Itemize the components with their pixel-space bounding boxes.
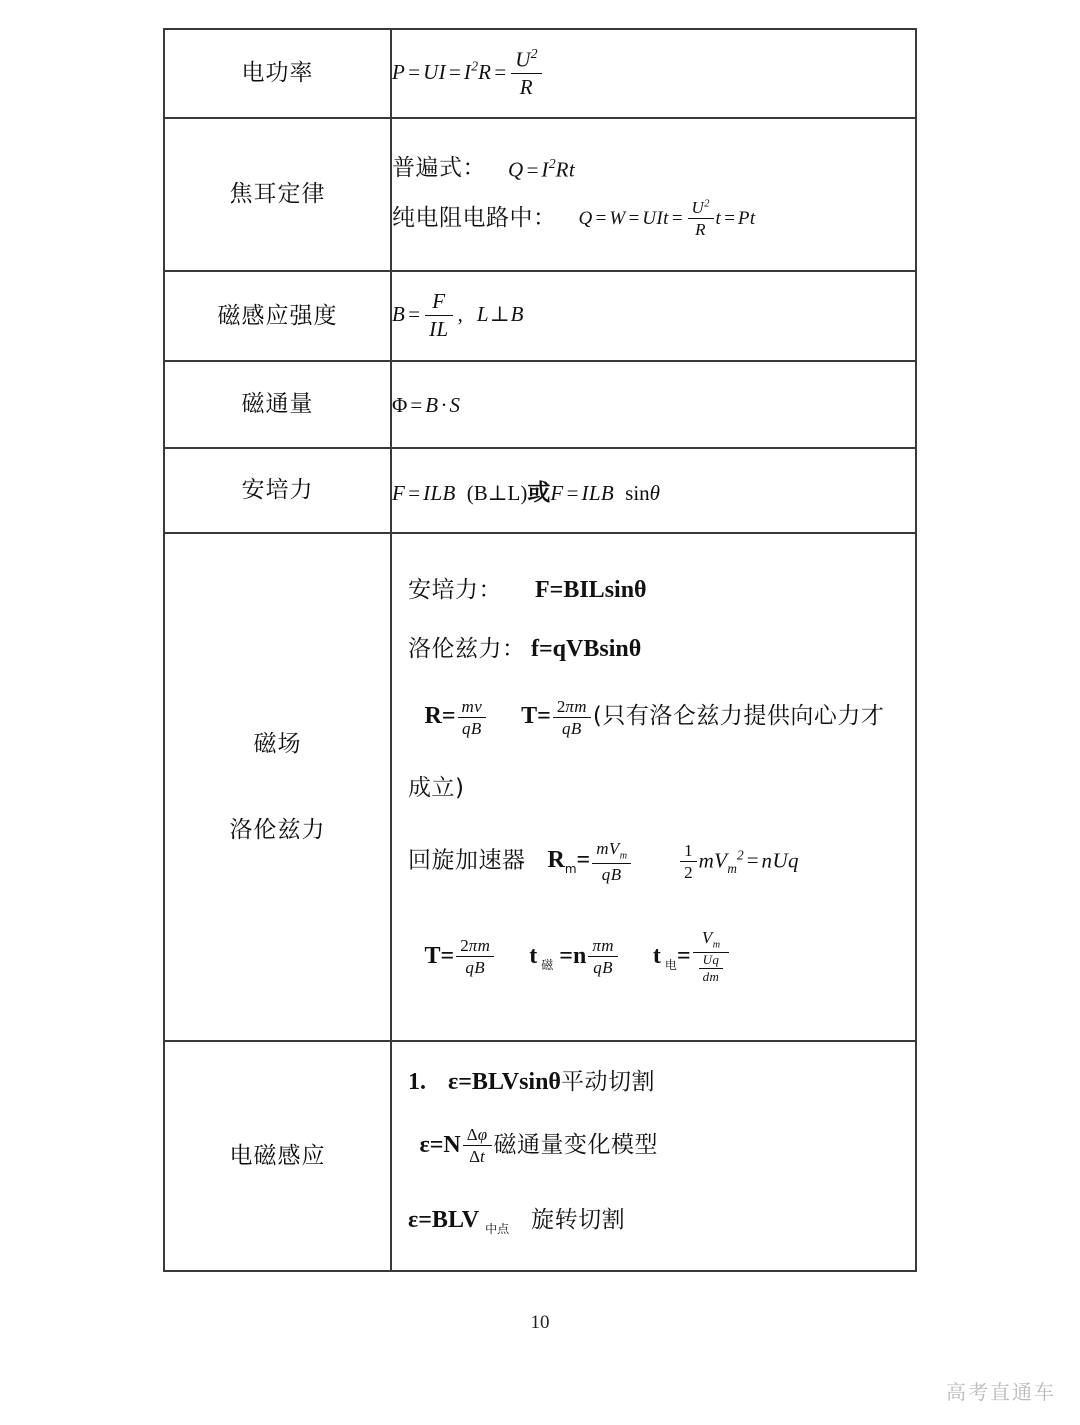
ampere-force-expression: F=BILsinθ <box>535 577 647 604</box>
cyclotron-energy-equation: $\frac{1}{2}$ $mV_m^2$ = nUq <box>678 842 799 883</box>
t-electric-symbol: t $_电$= <box>652 942 691 972</box>
table-row <box>164 118 916 271</box>
formula-ampere-force-bold <box>408 571 915 604</box>
row-body-magnetic-flux <box>391 361 916 448</box>
emf-item-number: 1. <box>408 1068 426 1095</box>
formula-times <box>408 929 915 987</box>
radius-symbol: R= <box>424 703 456 730</box>
joule-general-prefix: 普遍式： <box>392 154 486 181</box>
watermark: 高考直通车 <box>946 1380 1056 1404</box>
emf-translational-expression: ε=BLVsinθ <box>448 1068 561 1095</box>
perp-condition: (B⊥L) <box>466 481 528 505</box>
formula-magnetic-flux: Φ = B·S <box>392 393 461 418</box>
centripetal-note: (只有洛仑兹力提供向心力才 <box>592 703 885 730</box>
table-row <box>164 533 916 1041</box>
table-row <box>164 361 916 448</box>
page-number: 10 <box>530 1312 550 1333</box>
period-fraction-2: $\frac{2\pi m}{qB}$ <box>456 936 494 977</box>
cyclotron-radius-fraction: $\frac{mV_m}{qB}$ <box>592 839 631 884</box>
emf-translational-note: 平动切割 <box>560 1068 655 1095</box>
row-label-magnetic-flux-density: 磁感应强度 <box>164 271 391 361</box>
or-char: 或 <box>527 480 551 506</box>
cyclotron-radius-symbol: $R_m=$ <box>547 847 591 877</box>
formula-magnetic-flux-density: B = $\frac{F}{IL}$ , L⊥B <box>392 288 524 341</box>
row-body-ampere-force <box>391 448 916 533</box>
formula-joule-pure-resistive: 纯电阻电路中： Q = W = UIt = $\frac{U^2}{R}$ t = Pt <box>392 198 756 240</box>
emf-flux-fraction: $\frac{\Delta\varphi}{\Delta t}$ <box>463 1125 492 1166</box>
formula-joule-general: 普遍式： $Q = I^2Rt$ <box>392 154 576 182</box>
formula-lorentz-force-bold <box>408 630 915 663</box>
joule-pure-prefix: 纯电阻电路中： <box>392 204 557 231</box>
table-row <box>164 271 916 361</box>
period-symbol-2: T= <box>424 942 455 969</box>
lorentz-force-expression: f=qVBsinθ <box>531 636 642 663</box>
formula-emf-translational <box>408 1063 915 1096</box>
row-body-electromagnetic-induction <box>391 1041 916 1271</box>
row-body-joule-law <box>391 118 916 271</box>
emf-flux-lead: ε=N <box>419 1131 461 1158</box>
row-label-joule-law: 焦耳定律 <box>164 118 391 271</box>
row-body-electric-power <box>391 29 916 118</box>
row-label-magnetic-flux: 磁通量 <box>164 361 391 448</box>
physics-formula-table <box>163 28 917 1272</box>
ampere-force-prefix: 安培力： <box>408 577 502 604</box>
lorentz-force-prefix: 洛伦兹力： <box>408 636 526 663</box>
formula-ampere-force: F = ILB (B⊥L)或F = ILB sinθ <box>392 480 661 506</box>
row-label-electric-power: 电功率 <box>164 29 391 118</box>
formula-centripetal-note-2 <box>408 769 915 802</box>
row-label-ampere-force: 安培力 <box>164 448 391 533</box>
t-electric-inner-fraction: $\frac{Uq}{dm}$ <box>699 953 724 985</box>
period-fraction: $\frac{2\pi m}{qB}$ <box>553 697 591 738</box>
emf-rotational-lead: ε=BLV $_{中点}$ <box>408 1207 510 1237</box>
table-row <box>164 29 916 118</box>
formula-cyclotron <box>408 840 915 885</box>
centripetal-note-line2: 成立) <box>408 774 465 801</box>
formula-emf-flux-change <box>408 1126 915 1167</box>
row-body-magnetic-flux-density <box>391 271 916 361</box>
formula-emf-rotational <box>408 1201 915 1237</box>
row-label-magnetic-field <box>164 533 391 1041</box>
t-magnetic-symbol: t $_磁$ =n <box>529 942 587 972</box>
t-electric-fraction: $\frac{V_m}{\frac{Uq}{dm}}$ <box>693 928 730 986</box>
row-label-lorentz-force-line2: 洛伦兹力 <box>229 817 326 843</box>
table-row <box>164 448 916 533</box>
period-symbol: T= <box>521 703 551 730</box>
t-magnetic-fraction: $\frac{\pi m}{qB}$ <box>588 936 618 977</box>
row-label-electromagnetic-induction: 电磁感应 <box>164 1041 391 1271</box>
emf-flux-note: 磁通量变化模型 <box>493 1131 659 1158</box>
formula-electric-power: P = UI = $I^2R$ = $\frac{U^2}{R}$ <box>392 47 544 101</box>
formula-radius-period <box>408 697 915 738</box>
table-row <box>164 1041 916 1271</box>
row-label-magnetic-field-line1: 磁场 <box>253 730 302 757</box>
row-body-magnetic-field <box>391 533 916 1041</box>
cyclotron-label: 回旋加速器 <box>408 847 526 874</box>
emf-rotational-note: 旋转切割 <box>531 1207 626 1234</box>
radius-fraction: $\frac{mv}{qB}$ <box>458 697 487 738</box>
